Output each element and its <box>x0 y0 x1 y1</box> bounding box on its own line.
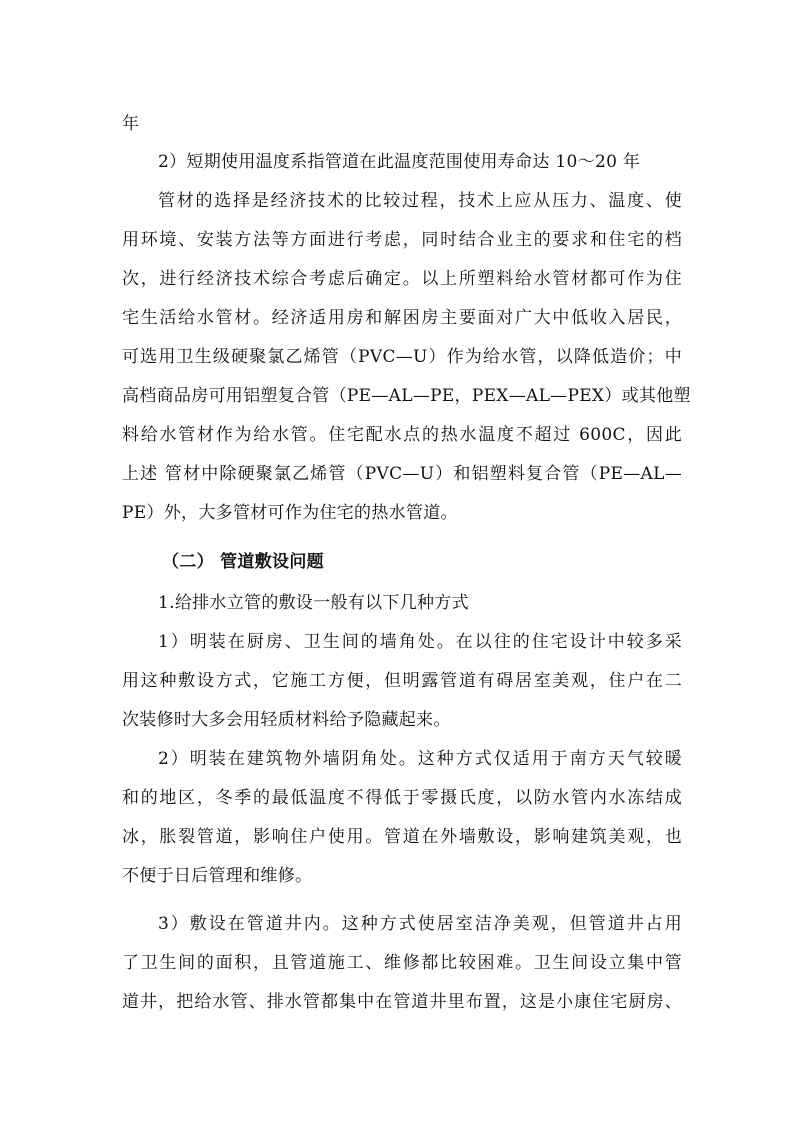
text-line: 可选用卫生级硬聚氯乙烯管（PVC—U）作为给水管，以降低造价；中 <box>122 347 682 367</box>
text-line: 次装修时大多会用轻质材料给予隐藏起来。 <box>122 710 451 730</box>
text-line: 道井，把给水管、排水管都集中在管道井里布置，这是小康住宅厨房、 <box>122 992 682 1012</box>
text-line: PE）外，大多管材可作为住宅的热水管道。 <box>122 503 458 523</box>
text-line: 了卫生间的面积，且管道施工、维修都比较困难。卫生间设立集中管 <box>122 953 682 973</box>
text-line: 不便于日后管理和维修。 <box>122 866 313 886</box>
text-line: 用这种敷设方式，它施工方便，但明露管道有碍居室美观，住户在二 <box>122 671 682 691</box>
text-line: 和的地区，冬季的最低温度不得低于零摄氏度，以防水管内水冻结成 <box>122 788 682 808</box>
text-line: 管材的选择是经济技术的比较过程，技术上应从压力、温度、使 <box>158 191 682 211</box>
section-heading: （二） 管道敷设问题 <box>162 552 324 572</box>
text-line: 冰，胀裂管道，影响住户使用。管道在外墙敷设，影响建筑美观，也 <box>122 827 682 847</box>
subsection-heading: 1.给排水立管的敷设一般有以下几种方式 <box>158 593 469 613</box>
text-line: 高档商品房可用铝塑复合管（PE—AL—PE，PEX—AL—PEX）或其他塑 <box>122 386 691 406</box>
text-line: 2）短期使用温度系指管道在此温度范围使用寿命达 10～20 年 <box>158 152 641 172</box>
text-line: 年 <box>122 114 140 134</box>
text-line: 用环境、安装方法等方面进行考虑，同时结合业主的要求和住宅的档 <box>122 230 682 250</box>
text-line: 1）明装在厨房、卫生间的墙角处。在以往的住宅设计中较多采 <box>158 632 682 652</box>
text-line: 宅生活给水管材。经济适用房和解困房主要面对广大中低收入居民， <box>122 308 682 328</box>
text-line: 料给水管材作为给水管。住宅配水点的热水温度不超过 600C，因此 <box>122 425 682 445</box>
text-line: 2）明装在建筑物外墙阴角处。这种方式仅适用于南方天气较暖 <box>158 749 682 769</box>
text-line: 次，进行经济技术综合考虑后确定。以上所塑料给水管材都可作为住 <box>122 269 682 289</box>
text-line: 3）敷设在管道井内。这种方式使居室洁净美观，但管道井占用 <box>158 914 682 934</box>
text-line: 上述 管材中除硬聚氯乙烯管（PVC—U）和铝塑料复合管（PE—AL— <box>122 464 682 484</box>
